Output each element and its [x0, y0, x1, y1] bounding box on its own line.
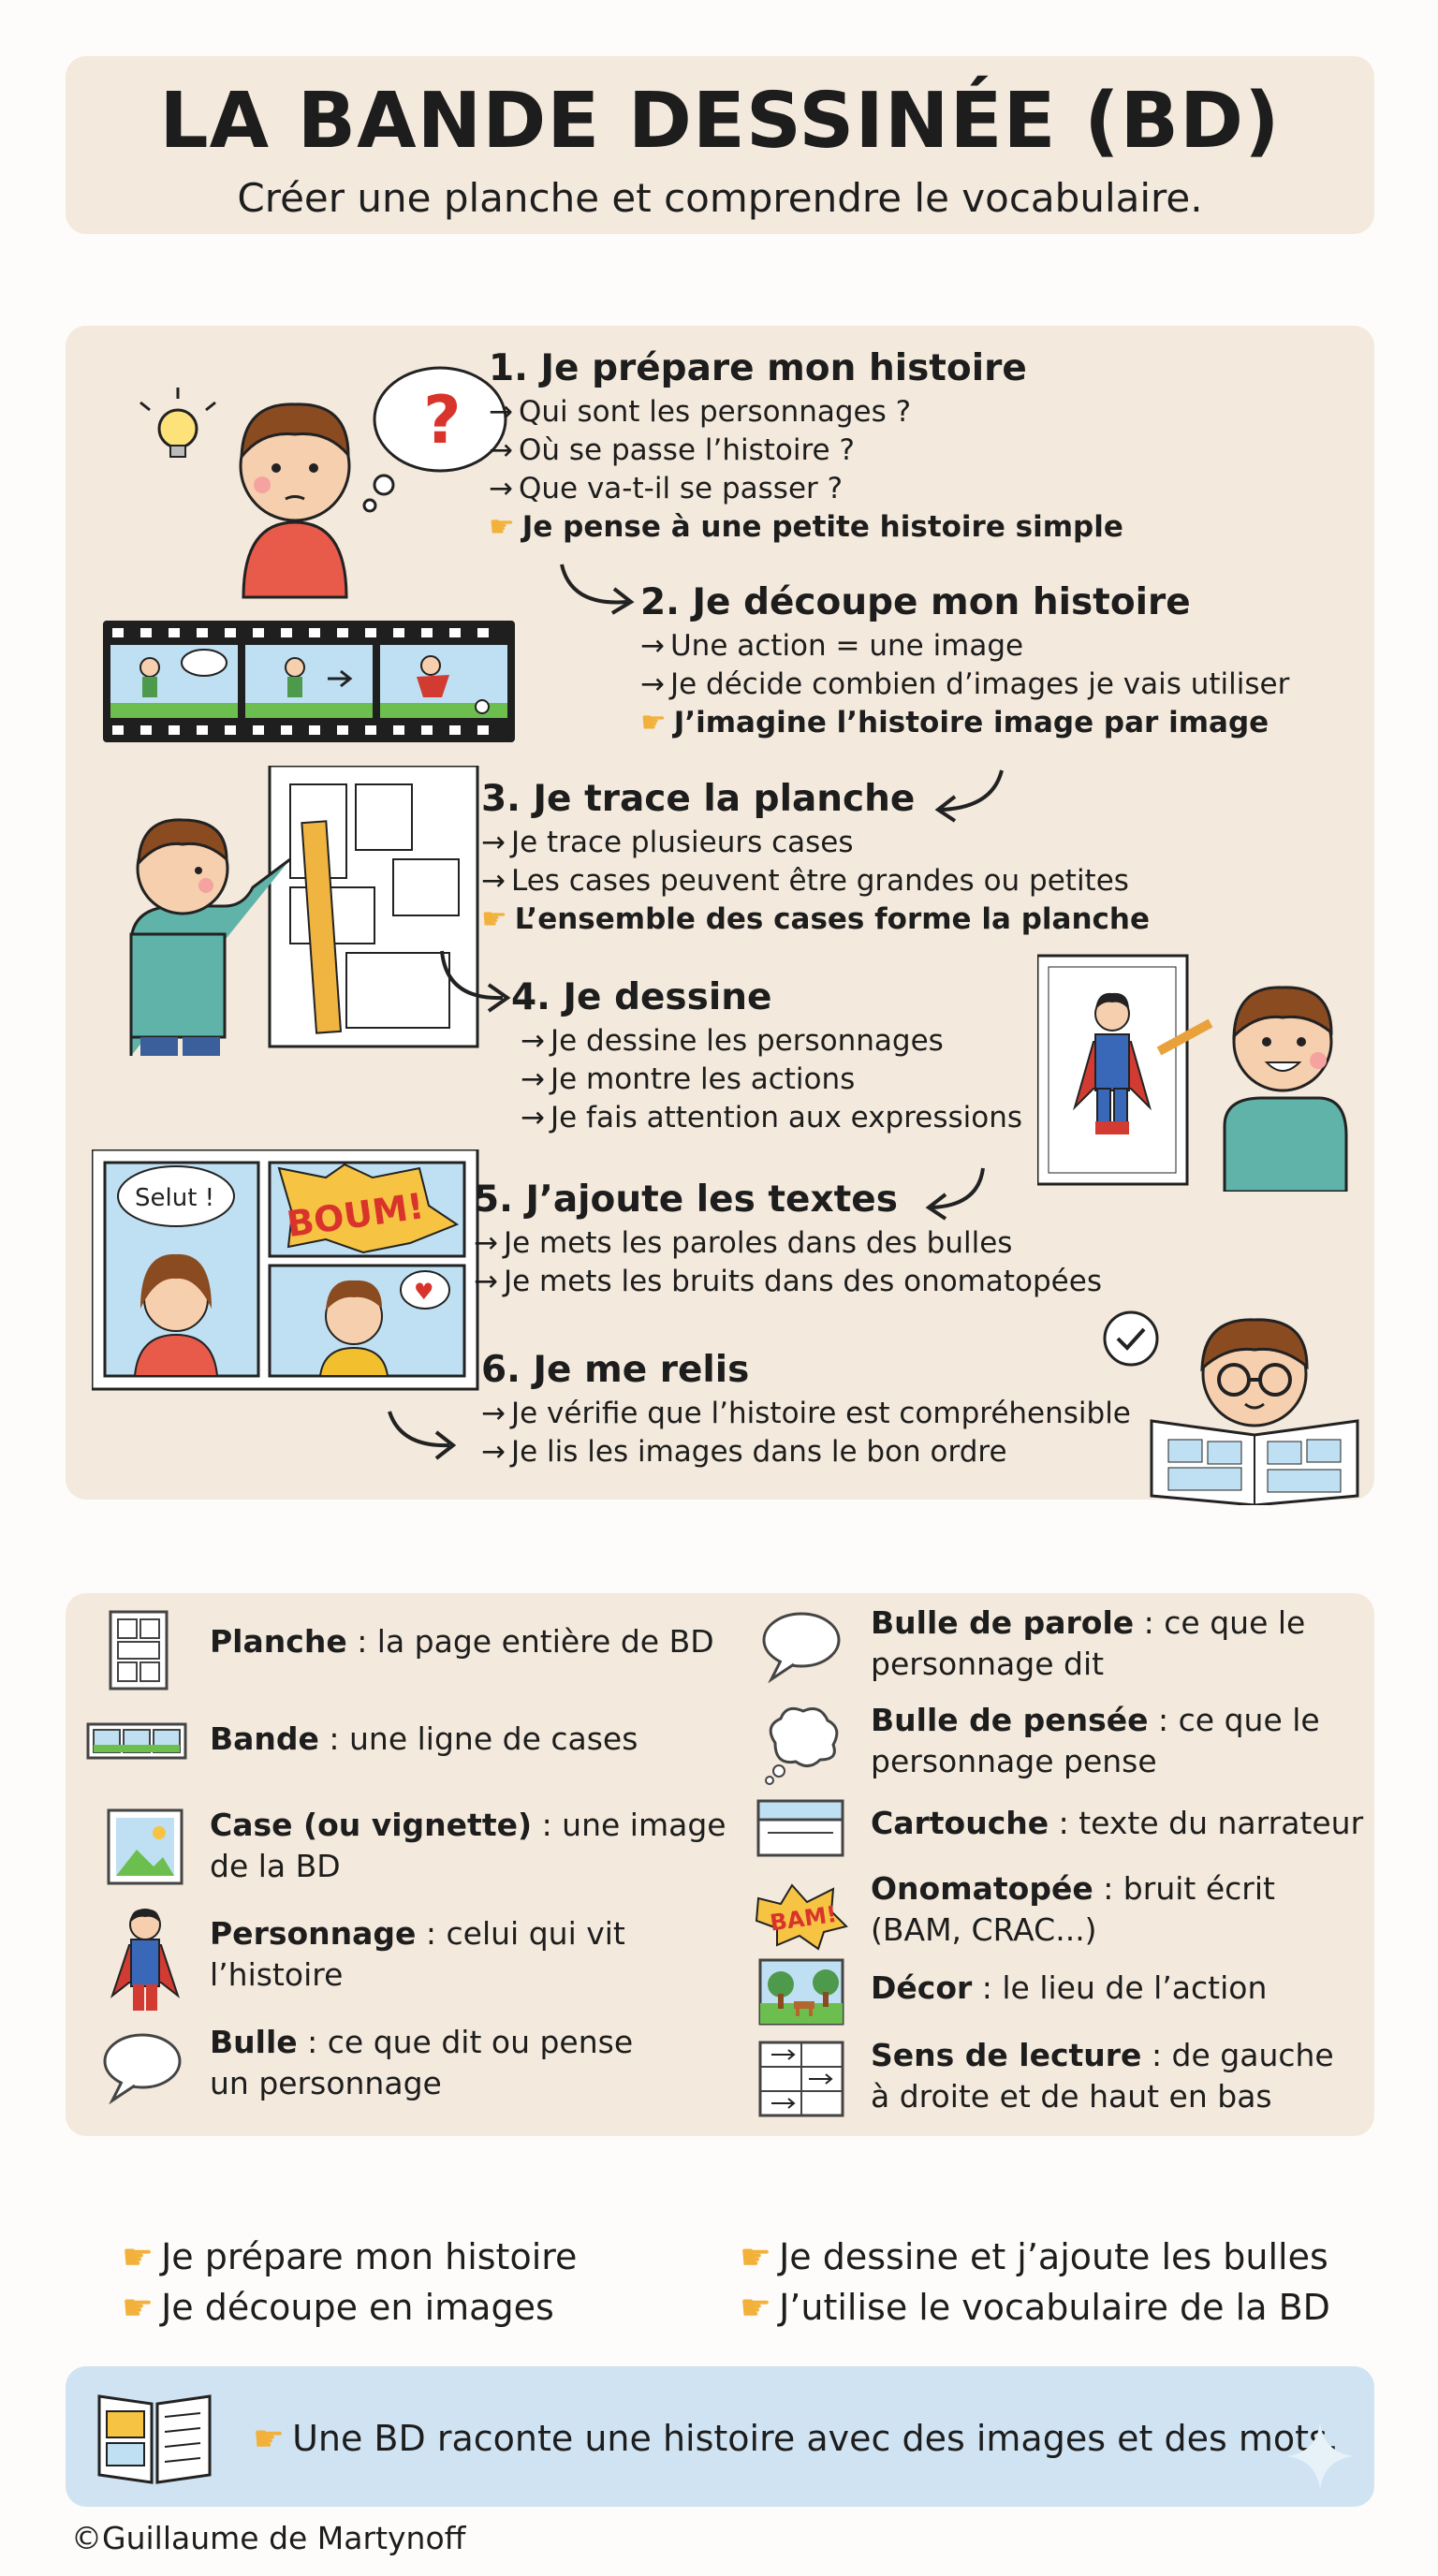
copyright-text: ©Guillaume de Martynoff: [71, 2520, 466, 2556]
question-mark: ?: [423, 382, 462, 459]
planche-icon: [107, 1608, 172, 1692]
vocab-item-sens-lecture: Sens de lecture : de gauche à droite et de haut en bas: [871, 2037, 1334, 2115]
step-line: → Je mets les paroles dans des bulles: [474, 1226, 1013, 1260]
check-bubble-icon: [1105, 1312, 1157, 1365]
open-book-icon: [94, 2385, 215, 2488]
boy-reading-illustration: [1095, 1299, 1376, 1505]
vocab-item-planche: Planche : la page entière de BD: [210, 1623, 714, 1660]
step-line: → Que va-t-il se passer ?: [489, 472, 844, 505]
pointing-hand-icon: ☛: [740, 2236, 772, 2277]
step-tip: ☛ Je pense à une petite histoire simple: [489, 510, 1123, 544]
boy-drawing-superhero-illustration: [1037, 948, 1356, 1192]
thinking-boy-illustration: [103, 344, 515, 607]
step-line: → Je lis les images dans le bon ordre: [481, 1435, 1007, 1469]
step-title: 4. Je dessine: [511, 976, 772, 1018]
step-5: [474, 1176, 1102, 1301]
vocab-item-bulle-pensee: Bulle de pensée : ce que le personnage pense: [871, 1702, 1320, 1779]
step-3: [481, 775, 1150, 939]
step-title: 1. Je prépare mon histoire: [489, 347, 1027, 389]
curved-arrow-icon: [433, 944, 517, 1018]
summary-item: ☛ Je prépare mon histoire: [122, 2236, 578, 2277]
decor-icon: [756, 1956, 846, 2027]
cartouche-icon: [755, 1795, 848, 1861]
step-6: [481, 1346, 1131, 1471]
step-4: [511, 973, 1022, 1137]
vocab-item-bulle: Bulle : ce que dit ou pense un personnage: [210, 2024, 634, 2101]
summary-item: ☛ Je découpe en images: [122, 2287, 554, 2328]
sens-lecture-icon: [756, 2039, 846, 2119]
bande-icon: [86, 1720, 189, 1762]
curved-arrow-icon: [382, 1402, 466, 1468]
summary-item: ☛ J’utilise le vocabulaire de la BD: [740, 2287, 1330, 2328]
vocab-item-case: Case (ou vignette) : une image de la BD: [210, 1807, 726, 1884]
pointing-hand-icon: ☛: [489, 510, 515, 544]
step-tip: ☛ L’ensemble des cases forme la planche: [481, 902, 1150, 936]
step-line: → Je montre les actions: [521, 1062, 856, 1096]
film-strip-illustration: [103, 621, 515, 742]
footer-text: ☛ Une BD raconte une histoire avec des images et des mots.: [253, 2418, 1339, 2459]
vocabulary-panel: [66, 1593, 1374, 2136]
pointing-hand-icon: ☛: [253, 2418, 286, 2459]
step-line: → Je décide combien d’images je vais utiliser: [640, 667, 1290, 701]
step-line: → Je trace plusieurs cases: [481, 826, 854, 859]
header-banner: [66, 56, 1374, 234]
step-title: 3. Je trace la planche: [481, 778, 916, 820]
speech-hello-text: Selut !: [135, 1184, 215, 1212]
step-line: → Je fais attention aux expressions: [521, 1101, 1023, 1134]
case-icon: [105, 1807, 185, 1887]
steps-panel: [66, 326, 1374, 1500]
vocab-item-bande: Bande : une ligne de cases: [210, 1720, 638, 1757]
onomatopee-icon: [753, 1880, 850, 1951]
bulle-parole-icon: [758, 1608, 843, 1683]
step-line: → Les cases peuvent être grandes ou petites: [481, 864, 1129, 898]
bulle-icon: [99, 2029, 183, 2104]
step-line: → Je vérifie que l’histoire est compréhensible: [481, 1397, 1131, 1430]
step-line: → Je mets les bruits dans des onomatopées: [474, 1265, 1102, 1298]
vocab-item-decor: Décor : le lieu de l’action: [871, 1969, 1268, 2006]
heart-icon: ♥: [414, 1279, 434, 1305]
bulle-pensee-icon: [758, 1702, 843, 1786]
page-title: LA BANDE DESSINÉE (BD): [159, 77, 1281, 166]
summary-item: ☛ Je dessine et j’ajoute les bulles: [740, 2236, 1328, 2277]
step-line: → Je dessine les personnages: [521, 1024, 944, 1058]
boum-text: BOUM!: [284, 1185, 427, 1246]
vocab-item-personnage: Personnage : celui qui vit l’histoire: [210, 1915, 625, 1993]
step-line: → Une action = une image: [640, 629, 1024, 663]
curved-arrow-icon: [552, 555, 646, 621]
pointing-hand-icon: ☛: [640, 706, 667, 739]
page-subtitle: Créer une planche et comprendre le vocabulaire.: [237, 175, 1203, 221]
pointing-hand-icon: ☛: [481, 902, 507, 936]
bam-text: BAM!: [768, 1900, 839, 1937]
step-title: 6. Je me relis: [481, 1349, 750, 1391]
pointing-hand-icon: ☛: [122, 2287, 154, 2328]
step-title: 2. Je découpe mon histoire: [640, 581, 1191, 623]
vocab-item-onomatopee: Onomatopée : bruit écrit (BAM, CRAC...): [871, 1870, 1275, 1948]
step-title: 5. J’ajoute les textes: [474, 1178, 898, 1221]
footer-banner: [66, 2366, 1374, 2507]
step-1: [489, 344, 1123, 547]
pointing-hand-icon: ☛: [122, 2236, 154, 2277]
vocab-item-bulle-parole: Bulle de parole : ce que le personnage dit: [871, 1604, 1306, 1682]
step-line: → Qui sont les personnages ?: [489, 395, 912, 429]
step-line: → Où se passe l’histoire ?: [489, 433, 855, 467]
lightbulb-icon: [140, 388, 215, 457]
vocab-item-cartouche: Cartouche : texte du narrateur: [871, 1805, 1364, 1841]
personnage-icon: [103, 1902, 187, 2014]
sparkle-icon: [1283, 2419, 1357, 2494]
step-tip: ☛ J’imagine l’histoire image par image: [640, 706, 1269, 739]
comic-panels-illustration: [92, 1149, 485, 1393]
step-2: [640, 578, 1289, 742]
pointing-hand-icon: ☛: [740, 2287, 772, 2328]
